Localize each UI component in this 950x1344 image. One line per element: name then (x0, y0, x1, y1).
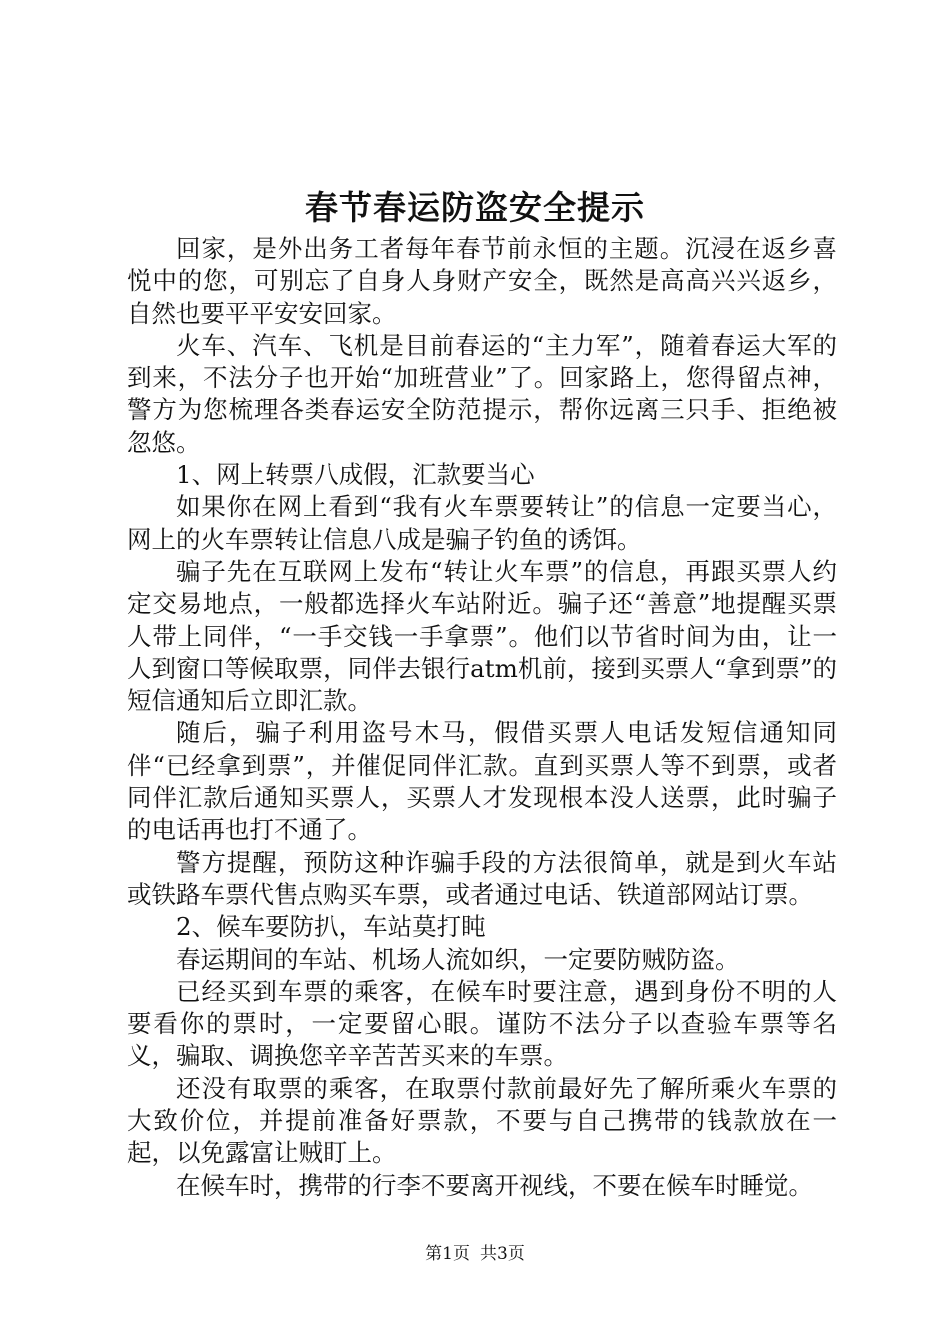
page-number-current: 第1页 (425, 1244, 470, 1264)
document-title: 春节春运防盗安全提示 (305, 188, 645, 227)
paragraph: 已经买到车票的乘客，在候车时要注意，遇到身份不明的人要看你的票时，一定要留心眼。谨防不法分子以查验车票等名义，骗取、调换您辛辛苦苦买来的车票。 (127, 976, 837, 1071)
paragraph: 还没有取票的乘客，在取票付款前最好先了解所乘火车票的大致价位，并提前准备好票款，不要与自己携带的钱款放在一起，以免露富让贼盯上。 (127, 1073, 837, 1168)
paragraph-overview: 火车、汽车、飞机是目前春运的“主力军”，随着春运大军的到来，不法分子也开始“加班营业”了。回家路上，您得留点神，警方为您梳理各类春运安全防范提示，帮你远离三只手、拒绝被忽悠。 (127, 330, 837, 457)
page-number-total: 共3页 (480, 1244, 525, 1264)
page-footer (0, 1242, 950, 1266)
paragraph: 骗子先在互联网上发布“转让火车票”的信息，再跟买票人约定交易地点，一般都选择火车站附近。骗子还“善意”地提醒买票人带上同伴，“一手交钱一手拿票”。他们以节省时间为由，让一人到窗口等候取票，同伴去银行atm机前，接到买票人“拿到票”的短信通知后立即汇款。 (127, 556, 837, 716)
paragraph: 在候车时，携带的行李不要离开视线，不要在候车时睡觉。 (176, 1170, 813, 1200)
section-heading-1: 1、网上转票八成假，汇款要当心 (176, 460, 535, 490)
paragraph: 春运期间的车站、机场人流如织，一定要防贼防盗。 (176, 944, 740, 974)
paragraph: 随后，骗子利用盗号木马，假借买票人电话发短信通知同伴“已经拿到票”，并催促同伴汇款。直到买票人等不到票，或者同伴汇款后通知买票人，买票人才发现根本没人送票，此时骗子的电话再也打不通了。 (127, 718, 837, 845)
document-body (127, 233, 837, 1202)
paragraph: 警方提醒，预防这种诈骗手段的方法很简单，就是到火车站或铁路车票代售点购买车票，或者通过电话、铁道部网站订票。 (127, 847, 837, 909)
section-heading-2: 2、候车要防扒，车站莫打盹 (176, 912, 486, 942)
paragraph: 如果你在网上看到“我有火车票要转让”的信息一定要当心，网上的火车票转让信息八成是骗子钓鱼的诱饵。 (127, 492, 837, 554)
paragraph-intro: 回家，是外出务工者每年春节前永恒的主题。沉浸在返乡喜悦中的您，可别忘了自身人身财产安全，既然是高高兴兴返乡，自然也要平平安安回家。 (127, 234, 837, 328)
